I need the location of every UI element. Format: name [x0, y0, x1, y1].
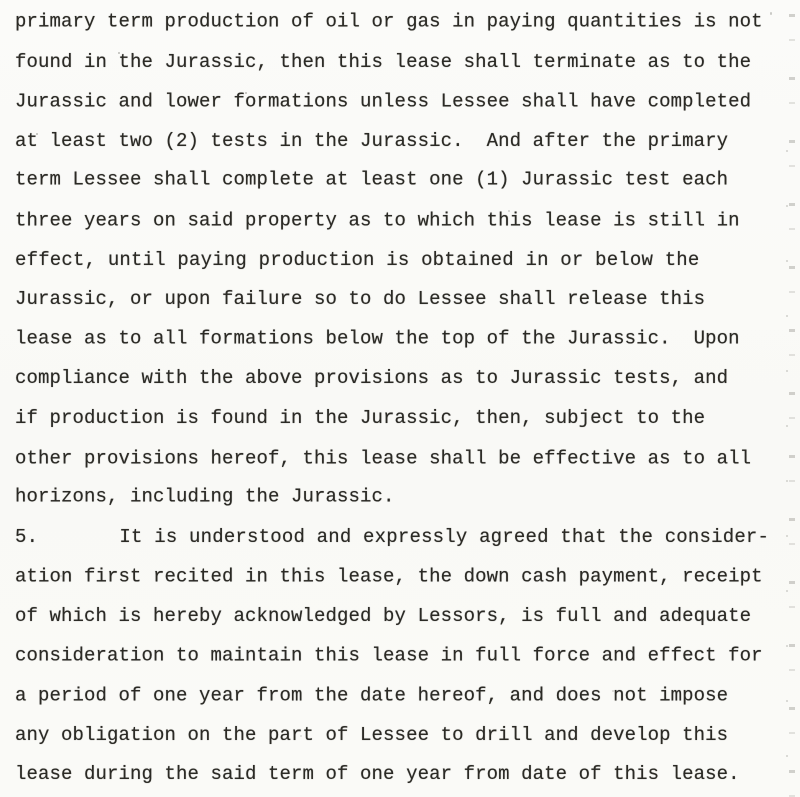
scan-speck [300, 735, 302, 737]
document-line: a period of one year from the date hereof, and does not impose [15, 684, 729, 707]
document-line: Jurassic, or upon failure so to do Lessee shall release this [15, 288, 706, 311]
scan-speck [612, 690, 614, 692]
scan-speck [508, 210, 510, 212]
scan-speck [36, 133, 38, 135]
document-line: found in the Jurassic, then this lease shall terminate as to the [15, 50, 752, 73]
document-line: of which is hereby acknowledged by Lessors, is full and adequate [15, 604, 752, 627]
document-line: three years on said property as to which this lease is still in [15, 209, 740, 232]
document-line: ation first recited in this lease, the down cash payment, receipt [15, 565, 763, 588]
document-line: lease during the said term of one year from date of this lease. [15, 763, 740, 786]
scan-speck [420, 382, 422, 384]
document-line: term Lessee shall complete at least one (1) Jurassic test each [15, 168, 729, 191]
scan-speck [132, 54, 134, 56]
document-text-block [15, 3, 800, 795]
document-line: horizons, including the Jurassic. [15, 485, 395, 508]
scan-speck [770, 12, 772, 15]
scan-speck [600, 418, 602, 420]
document-line: primary term production of oil or gas in paying quantities is not [15, 10, 763, 33]
scan-speck [60, 575, 62, 577]
document-line: 5. It is understood and expressly agreed that the consider- [15, 525, 770, 548]
document-line: if production is found in the Jurassic, then, subject to the [15, 406, 706, 429]
document-line: at least two (2) tests in the Jurassic. And after the primary [15, 129, 729, 152]
scan-edge-artifacts [789, 0, 795, 797]
document-line: any obligation on the part of Lessee to drill and develop this [15, 723, 729, 746]
scan-speck [245, 92, 247, 94]
document-line: compliance with the above provisions as to Jurassic tests, and [15, 367, 729, 390]
document-line: Jurassic and lower formations unless Lessee shall have completed [15, 90, 752, 113]
scan-speck [148, 262, 150, 264]
document-line: effect, until paying production is obtained in or below the [15, 248, 700, 271]
document-line: consideration to maintain this lease in full force and effect for [15, 644, 763, 666]
scan-speck [118, 52, 120, 54]
document-line: other provisions hereof, this lease shall be effective as to all [15, 447, 752, 470]
document-line: lease as to all formations below the top of the Jurassic. Upon [15, 327, 740, 350]
